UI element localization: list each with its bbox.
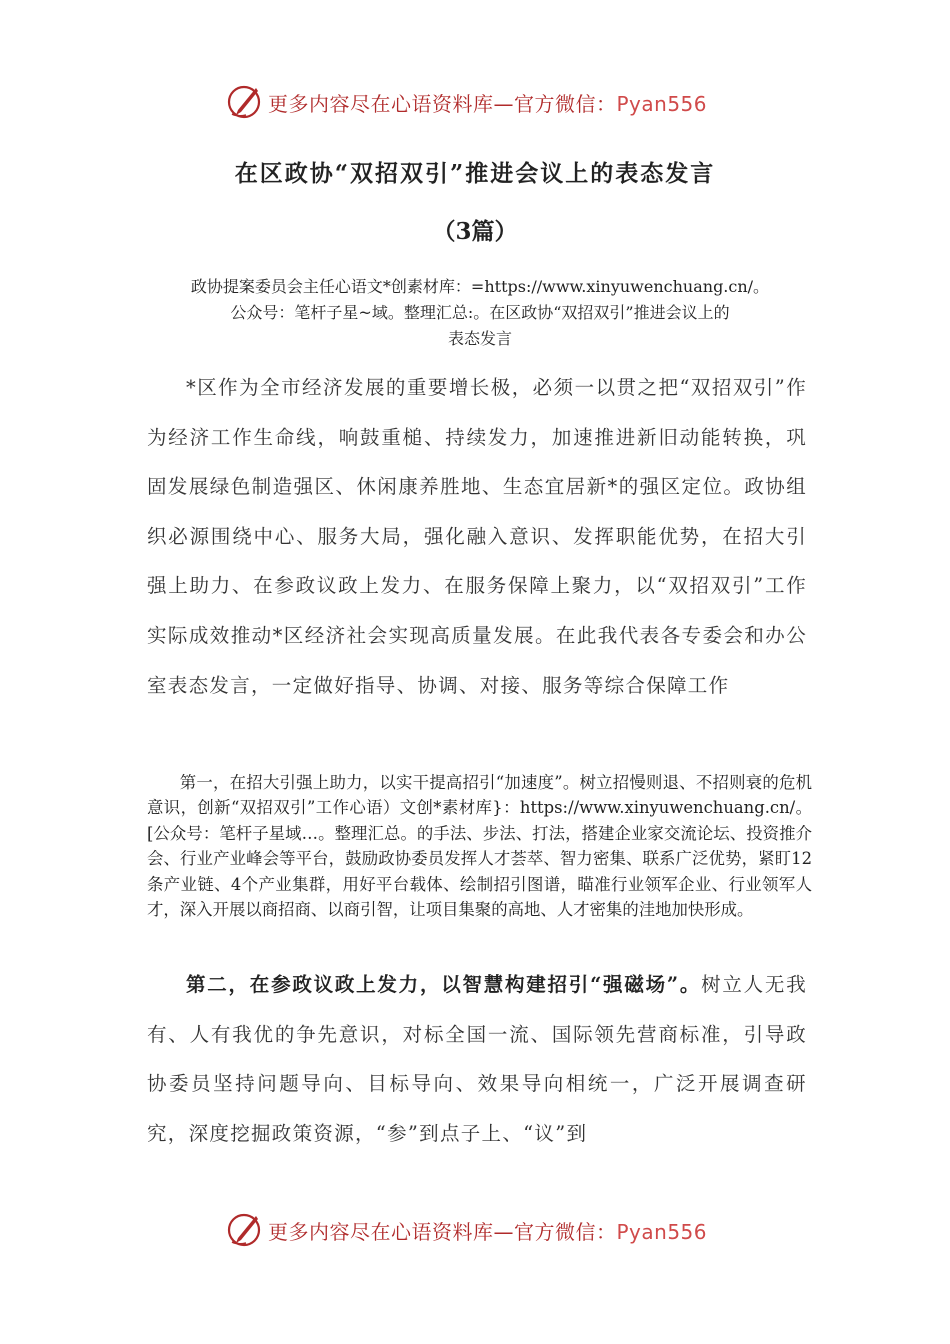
quill-pen-logo-icon <box>226 84 262 120</box>
document-subtitle: （3篇） <box>432 218 518 245</box>
paragraph-second-point <box>147 960 807 1158</box>
banner-slogan: 更多内容尽在心语资料库—官方微信： <box>268 92 617 116</box>
banner-text <box>268 88 707 117</box>
source-note-line-2: 公众号：笔杆子星~域。整理汇总:。在区政协“双招双引”推进会议上的 <box>230 303 730 322</box>
banner-wechat-id: Pyan556 <box>616 1220 708 1244</box>
quill-pen-logo-icon <box>226 1212 262 1248</box>
header-banner <box>0 82 950 122</box>
source-note-line-1: 政协提案委员会主任心语文*创素材库：=https://www.xinyuwenchuang.cn/。 <box>190 277 770 296</box>
source-note-line-3: 表态发言 <box>447 329 512 348</box>
banner-slogan: 更多内容尽在心语资料库—官方微信： <box>268 1220 617 1244</box>
source-note <box>130 274 830 352</box>
second-point-heading: 第二，在参政议政上发力，以智慧构建招引“强磁场”。 <box>186 973 702 996</box>
banner-text <box>268 1216 707 1245</box>
banner-wechat-id: Pyan556 <box>616 92 708 116</box>
second-point-body: 树立人无我有、人有我优的争先意识，对标全国一流、国际领先营商标准，引导政协委员坚持问题导向、目标导向、效果导向相统一，广泛开展调查研究，深度挖掘政策资源，“参”到点子上、“议”到 <box>147 973 807 1145</box>
footer-banner <box>0 1210 950 1250</box>
paragraph-first-point: 第一，在招大引强上助力，以实干提高招引“加速度”。树立招慢则退、不招则衰的危机意识，创新“双招双引”工作心语）文创*素材库}：https://www.xinyuwenchuang.cn/。[公众号：笔杆子星域…。整理汇总。的手法、步法、打法，搭建企业家交流论坛、投资推介会、行业产业峰会等平台，鼓励政协委员发挥人才荟萃、智力密集、联系广泛优势，紧盯12条产业链、4个产业集群，用好平台载体、绘制招引图谱，瞄准行业领军企业、行业领军人才，深入开展以商招商、以商引智，让项目集聚的高地、人才密集的洼地加快形成。 <box>147 773 812 920</box>
document-title: 在区政协“双招双引”推进会议上的表态发言 <box>234 160 716 187</box>
paragraph-intro: *区作为全市经济发展的重要增长极，必须一以贯之把“双招双引”作为经济工作生命线，响鼓重槌、持续发力，加速推进新旧动能转换，巩固发展绿色制造强区、休闲康养胜地、生态宜居新*的强区定位。政协组织必源围绕中心、服务大局，强化融入意识、发挥职能优势，在招大引强上助力、在参政议政上发力、在服务保障上聚力，以“双招双引”工作实际成效推动*区经济社会实现高质量发展。在此我代表各专委会和办公室表态发言，一定做好指导、协调、对接、服务等综合保障工作 <box>147 376 807 697</box>
